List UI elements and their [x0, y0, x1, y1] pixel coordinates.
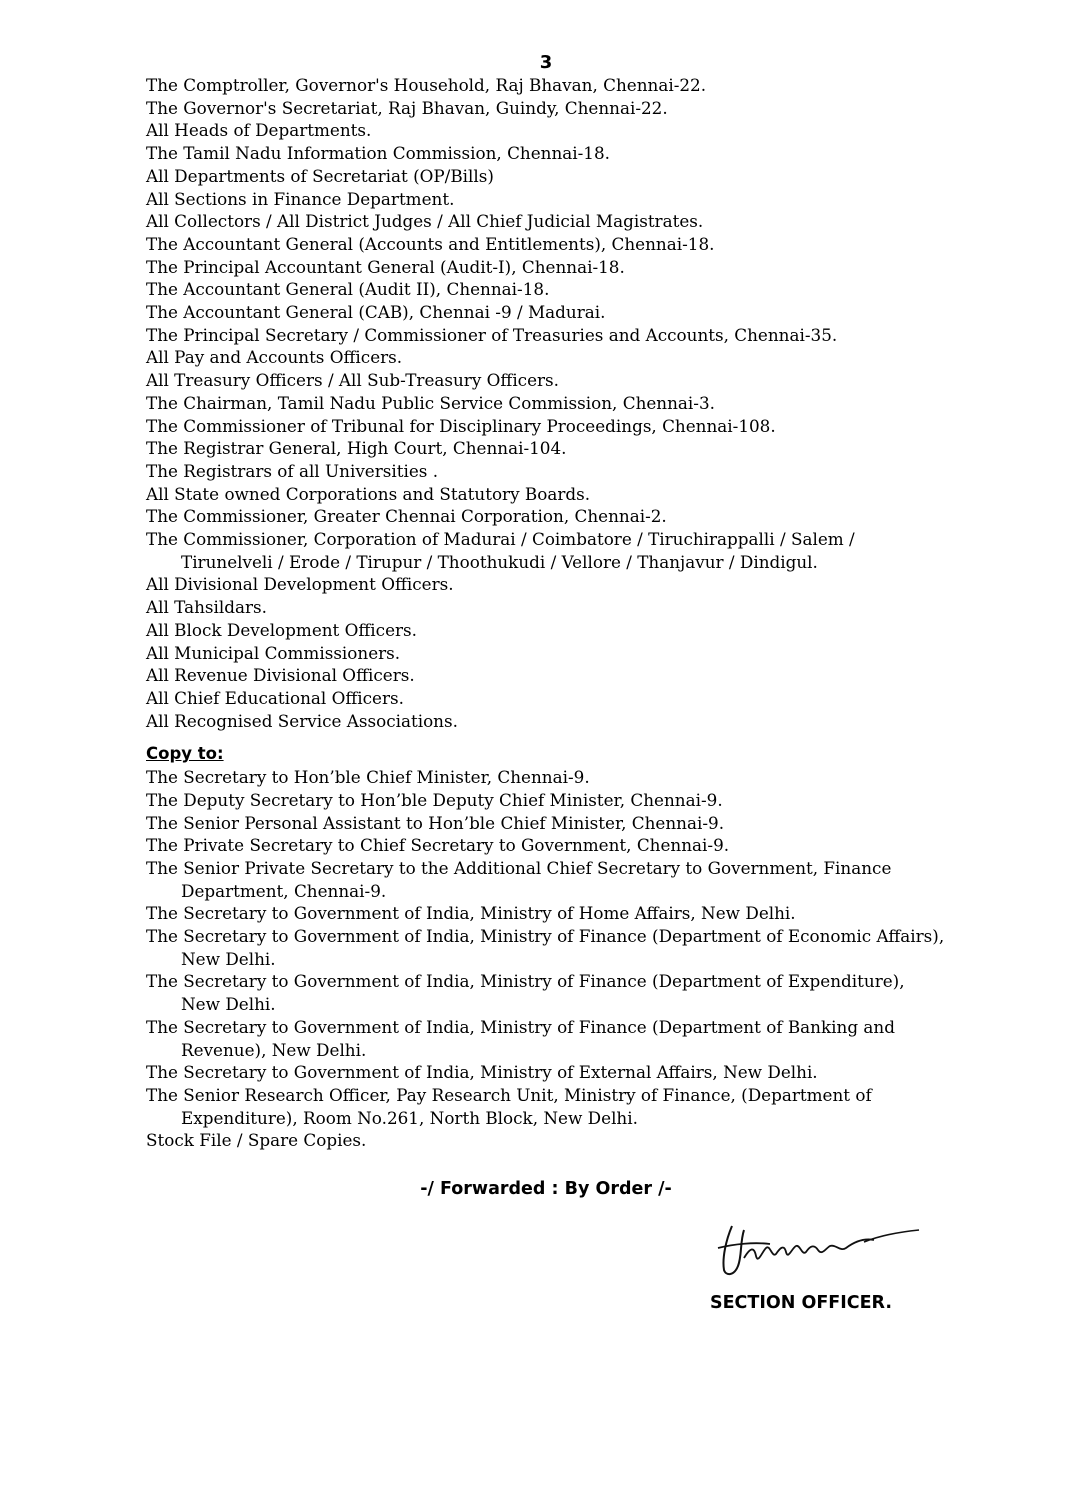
list-item: The Accountant General (Accounts and Entitlements), Chennai-18.	[146, 233, 715, 254]
list-item: All Revenue Divisional Officers.	[146, 665, 415, 686]
list-item: The Senior Personal Assistant to Hon’ble Chief Minister, Chennai-9.	[146, 812, 725, 833]
distribution-list	[146, 74, 946, 732]
list-item: All Block Development Officers.	[146, 619, 417, 640]
list-item: All Divisional Development Officers.	[146, 574, 454, 595]
list-item: The Accountant General (Audit II), Chennai-18.	[146, 279, 550, 300]
list-item: All Municipal Commissioners.	[146, 642, 401, 663]
section-officer-title: SECTION OFFICER.	[710, 1293, 893, 1313]
list-item: All Tahsildars.	[146, 597, 267, 618]
document-body	[146, 74, 946, 1152]
list-item: The Senior Research Officer, Pay Research Unit, Ministry of Finance, (Department of Expenditure), Room No.261, North Block, New Delhi.	[146, 1084, 872, 1128]
list-item: All Chief Educational Officers.	[146, 687, 404, 708]
list-item: All Treasury Officers / All Sub-Treasury Officers.	[146, 370, 559, 391]
list-item: Stock File / Spare Copies.	[146, 1130, 367, 1151]
list-item: The Secretary to Government of India, Ministry of Finance (Department of Economic Affairs), New Delhi.	[146, 926, 945, 969]
list-item: All Pay and Accounts Officers.	[146, 347, 403, 368]
list-item: The Senior Private Secretary to the Additional Chief Secretary to Government, Finance Department, Chennai-9.	[146, 857, 892, 901]
list-item: The Secretary to Government of India, Ministry of Finance (Department of Banking and Revenue), New Delhi.	[146, 1016, 895, 1060]
list-item: All Departments of Secretariat (OP/Bills)	[146, 165, 494, 186]
list-item: The Commissioner, Corporation of Madurai / Coimbatore / Tiruchirappalli / Salem / Tirunelveli / Erode / Tirupur / Thoothukudi / Vellore / Thanjavur / Dindigul.	[146, 529, 855, 572]
list-item: The Accountant General (CAB), Chennai -9 / Madurai.	[146, 302, 606, 323]
list-item: The Secretary to Government of India, Ministry of External Affairs, New Delhi.	[146, 1062, 818, 1083]
page-number: 3	[539, 52, 553, 73]
list-item: The Registrar General, High Court, Chennai-104.	[146, 438, 567, 459]
forwarded-by-order: -/ Forwarded : By Order /-	[420, 1179, 672, 1199]
copy-to-list	[146, 766, 946, 1152]
copy-to-heading: Copy to:	[146, 744, 224, 764]
list-item: All Recognised Service Associations.	[146, 710, 458, 731]
list-item: The Secretary to Government of India, Ministry of Finance (Department of Expenditure), New Delhi.	[146, 971, 905, 1015]
list-item: The Chairman, Tamil Nadu Public Service Commission, Chennai-3.	[146, 392, 715, 413]
list-item: The Deputy Secretary to Hon’ble Deputy Chief Minister, Chennai-9.	[146, 789, 723, 810]
list-item: The Secretary to Hon’ble Chief Minister, Chennai-9.	[146, 767, 590, 788]
list-item: All Heads of Departments.	[146, 120, 372, 141]
list-item: The Registrars of all Universities .	[146, 460, 439, 481]
list-item: All Sections in Finance Department.	[146, 188, 455, 209]
list-item: The Governor's Secretariat, Raj Bhavan, Guindy, Chennai-22.	[146, 97, 668, 118]
list-item: The Commissioner of Tribunal for Disciplinary Proceedings, Chennai-108.	[146, 415, 776, 436]
list-item: The Principal Secretary / Commissioner of Treasuries and Accounts, Chennai-35.	[146, 324, 838, 345]
list-item: All State owned Corporations and Statutory Boards.	[146, 483, 591, 504]
list-item: The Tamil Nadu Information Commission, Chennai-18.	[146, 143, 610, 164]
list-item: The Private Secretary to Chief Secretary to Government, Chennai-9.	[146, 835, 730, 856]
list-item: All Collectors / All District Judges / All Chief Judicial Magistrates.	[146, 211, 704, 232]
list-item: The Principal Accountant General (Audit-I), Chennai-18.	[146, 256, 625, 277]
list-item: The Secretary to Government of India, Ministry of Home Affairs, New Delhi.	[146, 903, 796, 924]
section-spacer	[146, 732, 946, 743]
signature-image	[714, 1218, 929, 1280]
list-item: The Comptroller, Governor's Household, Raj Bhavan, Chennai-22.	[146, 75, 707, 95]
list-item: The Commissioner, Greater Chennai Corporation, Chennai-2.	[146, 506, 667, 527]
